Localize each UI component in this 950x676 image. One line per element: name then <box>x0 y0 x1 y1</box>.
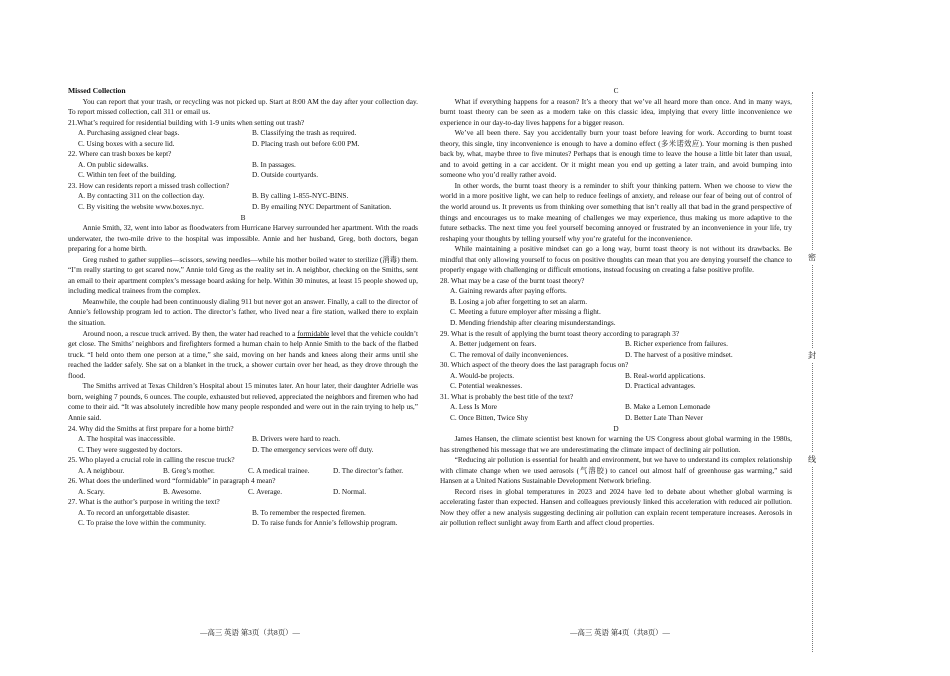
option: D. By emailing NYC Department of Sanitation. <box>252 202 392 212</box>
option: C. A medical trainee. <box>248 465 310 475</box>
option: A. A neighbour. <box>78 465 125 475</box>
option: B. Make a Lemon Lemonade <box>625 402 711 412</box>
option: A. Purchasing assigned clear bags. <box>78 128 180 138</box>
option: D. Mending friendship after clearing misunderstandings. <box>450 318 616 328</box>
binding-dotted-line <box>812 92 825 652</box>
option: D. Normal. <box>333 486 367 496</box>
option: C. Potential weaknesses. <box>450 381 523 391</box>
option: B. Real-world applications. <box>625 370 706 380</box>
question-31: 31. What is probably the best title of the text? <box>440 391 574 401</box>
binding-char-mi: 密 <box>806 250 818 265</box>
option: C. By visiting the website www.boxes.nyc. <box>78 202 204 212</box>
option: D. The emergency services were off duty. <box>252 444 374 454</box>
right-column <box>440 86 792 529</box>
question-22-options <box>68 160 418 181</box>
page-footer-left: —高三 英语 第3页（共8页）— <box>200 628 300 637</box>
option: A. To record an unforgettable disaster. <box>78 507 190 517</box>
option: B. Classifying the trash as required. <box>252 128 357 138</box>
paragraph-text: Around noon, a rescue truck arrived. By then, the water had reached to a <box>82 328 298 338</box>
option: B. Greg’s mother. <box>163 465 215 475</box>
section-a-title: Missed Collection <box>68 86 126 95</box>
option: C. Once Bitten, Twice Shy <box>450 412 528 422</box>
option: A. Less Is More <box>450 402 498 412</box>
question-22: 22. Where can trash boxes be kept? <box>68 149 172 159</box>
question-27: 27. What is the author’s purpose in writing the text? <box>68 497 220 507</box>
section-b-paragraph-1: Annie Smith, 32, went into labor as floodwaters from Hurricane Harvey surrounded her apartment. With the roads underwater, the two-mile drive to the hospital was impossible. Annie and her husband, Greg, both doctors, began preparing for a home birth. <box>68 223 418 254</box>
question-29: 29. What is the result of applying the burnt toast theory according to paragraph 3? <box>440 328 680 338</box>
option: C. Meeting a future employer after missing a flight. <box>450 307 601 317</box>
section-d-paragraph-3: Record rises in global temperatures in 2023 and 2024 have led to debate about whether global warming is accelerating faster than expected. Hansen and colleagues previously linked this acceleration with reduced air pollution. Now they offer a new analysis suggesting declining air pollution can explain recent temperature increases. Aerosols in air pollution reflect sunlight away from Earth and affect cloud properties. <box>440 486 792 528</box>
option: D. The harvest of a positive mindset. <box>625 349 733 359</box>
option: B. Losing a job after forgetting to set an alarm. <box>450 296 588 306</box>
question-23: 23. How can residents report a missed trash collection? <box>68 180 230 190</box>
option: C. The removal of daily inconveniences. <box>450 349 569 359</box>
section-d-paragraph-1: James Hansen, the climate scientist best known for warning the US Congress about global warming in the 1980s, has strengthened his message that we are underestimating the climate impact of declining air pollution. <box>440 434 792 454</box>
question-30-options <box>440 371 792 392</box>
page-footer-right: —高三 英语 第4页（共8页）— <box>570 628 670 637</box>
option: B. To remember the respected firemen. <box>252 507 366 517</box>
question-23-options <box>68 191 418 212</box>
question-30: 30. Which aspect of the theory does the last paragraph focus on? <box>440 360 629 370</box>
option: C. To praise the love within the community. <box>78 518 206 528</box>
question-25-options <box>68 466 418 477</box>
question-29-options <box>440 339 792 360</box>
option: A. Better judgement on fears. <box>450 339 537 349</box>
section-c-paragraph-1: What if everything happens for a reason? It’s a theory that we’ve all heard more than once. And in many ways, burnt toast theory can be seen as a modern take on this classic idea, implying that every little inconvenience we experience in our day-to-day lives happens for a bigger reason. <box>440 96 792 127</box>
section-b-letter: B <box>240 212 246 222</box>
option: C. Within ten feet of the building. <box>78 170 177 180</box>
option: D. Outside courtyards. <box>252 170 319 180</box>
section-a-paragraph: You can report that your trash, or recycling was not picked up. Start at 8:00 AM the day after your collection day. To report missed collection, call 311 or email us. <box>68 96 418 117</box>
question-28: 28. What may be a case of the burnt toast theory? <box>440 275 585 285</box>
question-27-options <box>68 508 418 529</box>
section-b-paragraph-3: Meanwhile, the couple had been continuously dialing 911 but never got an answer. Finally, a call to the director of Annie’s fellowship program led to action. The director’s father, who lived near a fire station, walked there to explain the situation. <box>68 296 418 328</box>
option: D. Better Late Than Never <box>625 412 703 422</box>
option: D. To raise funds for Annie’s fellowship program. <box>252 518 398 528</box>
option: A. By contacting 311 on the collection day. <box>78 191 205 201</box>
paragraph-text: level that the vehicle couldn’t get close. The Smiths’ neighbors and firefighters formed a human chain to help Annie Smith to the back of the flatbed truck. “I held onto them one person at a time,” she said, moving on her hands and knees along their arms until she reached the ladder safely. She sat on a blanket in the truck, a shower curtain over her head, as they drove through the flood. <box>68 328 418 380</box>
option: A. Scary. <box>78 486 105 496</box>
question-31-options <box>440 402 792 423</box>
question-26: 26. What does the underlined word “formidable” in paragraph 4 mean? <box>68 476 276 486</box>
section-c-paragraph-4: While maintaining a positive mindset can go a long way, burnt toast theory is not without its drawbacks. Be mindful that only allowing yourself to focus on positive thoughts can mean that you are denying yourself the chance to properly engage with challenging or difficult emotions, instead focusing on creating a false positive profile. <box>440 244 792 275</box>
option: C. Using boxes with a secure lid. <box>78 138 175 148</box>
section-c-paragraph-3: In other words, the burnt toast theory is a reminder to shift your thinking pattern. When we choose to view the world in a more positive light, we can help to reduce feelings of anxiety, and release our fear of being out of control of the world around us. It prevents us from thinking over something that isn’t really all that bad in the grand perspective of things and encourages us to make meaning of challenges we may experience, thus making us more adaptive to the future setbacks. The next time you feel yourself becoming annoyed or frustrated by an inconvenience in your life, try reshaping your thoughts by telling yourself why you’re grateful for the inconvenience. <box>440 180 792 243</box>
option: A. On public sidewalks. <box>78 159 149 169</box>
underlined-word: formidable <box>297 328 330 338</box>
binding-char-xian: 线 <box>806 452 818 467</box>
option: B. Richer experience from failures. <box>625 339 728 349</box>
option: A. Would-be projects. <box>450 370 515 380</box>
option: B. In passages. <box>252 159 296 169</box>
option: B. Drivers were hard to reach. <box>252 434 341 444</box>
question-21: 21.What’s required for residential building with 1-9 units when setting out trash? <box>68 117 305 127</box>
option: A. Gaining rewards after paying efforts. <box>450 286 567 296</box>
section-b-paragraph-2: Greg rushed to gather supplies—scissors, sewing needles—while his mother boiled water to sterilize (消毒) them. “I’m really starting to get scared now,” Annie told Greg as the reality set in. A neighbor, checking on the Smiths, sent an email to their apartment complex’s message board asking for help. Within 30 minutes, at least 15 people showed up, including medical trainees from the complex. <box>68 254 418 296</box>
option: C. They were suggested by doctors. <box>78 444 183 454</box>
option: D. Placing trash out before 6:00 PM. <box>252 138 360 148</box>
section-b-paragraph-5: The Smiths arrived at Texas Children’s Hospital about 15 minutes later. An hour later, their daughter Adrielle was born, weighing 7 pounds, 6 ounces. The couple, exhausted but relieved, appreciated the neighbors and firemen who had come to their aid. “It was absolutely incredible how many people responded and were out in the rain trying to help us,” Annie said. <box>68 381 418 422</box>
question-24: 24. Why did the Smiths at first prepare for a home birth? <box>68 423 234 433</box>
section-c-letter: C <box>613 86 619 95</box>
option: D. The director’s father. <box>333 465 404 475</box>
question-26-options <box>68 487 418 498</box>
section-b-paragraph-4 <box>68 329 418 382</box>
section-c-paragraph-2: We’ve all been there. Say you accidentally burn your toast before leaving for work. According to burnt toast theory, this single, tiny inconvenience is enough to have a domino effect (多米诺效应). Your morning is then pushed back by, what, maybe three to five minutes? Perhaps that is enough time to leave the house a little bit later than usual, and to avoid getting in a car accident. Or it might mean you end up getting a later train, and avoid bumping into someone who you’d really rather avoid. <box>440 128 792 180</box>
option: A. The hospital was inaccessible. <box>78 434 176 444</box>
option: B. By calling 1-855-NYC-BINS. <box>252 191 349 201</box>
question-24-options <box>68 434 418 455</box>
question-25: 25. Who played a crucial role in calling the rescue truck? <box>68 455 235 465</box>
question-21-options <box>68 128 418 149</box>
option: C. Average. <box>248 486 283 496</box>
option: B. Awesome. <box>163 486 202 496</box>
question-28-options <box>440 286 792 328</box>
option: D. Practical advantages. <box>625 381 696 391</box>
section-d-letter: D <box>613 423 619 433</box>
binding-char-feng: 封 <box>806 348 818 363</box>
left-column <box>68 86 418 529</box>
section-d-paragraph-2: “Reducing air pollution is essential for health and environment, but we have to understand its complex relationship with climate change when we used aerosols (气溶胶) to cancel out almost half of greenhouse gas warming,” said Hansen at a United Nations Sustainable Development Network briefing. <box>440 455 792 486</box>
